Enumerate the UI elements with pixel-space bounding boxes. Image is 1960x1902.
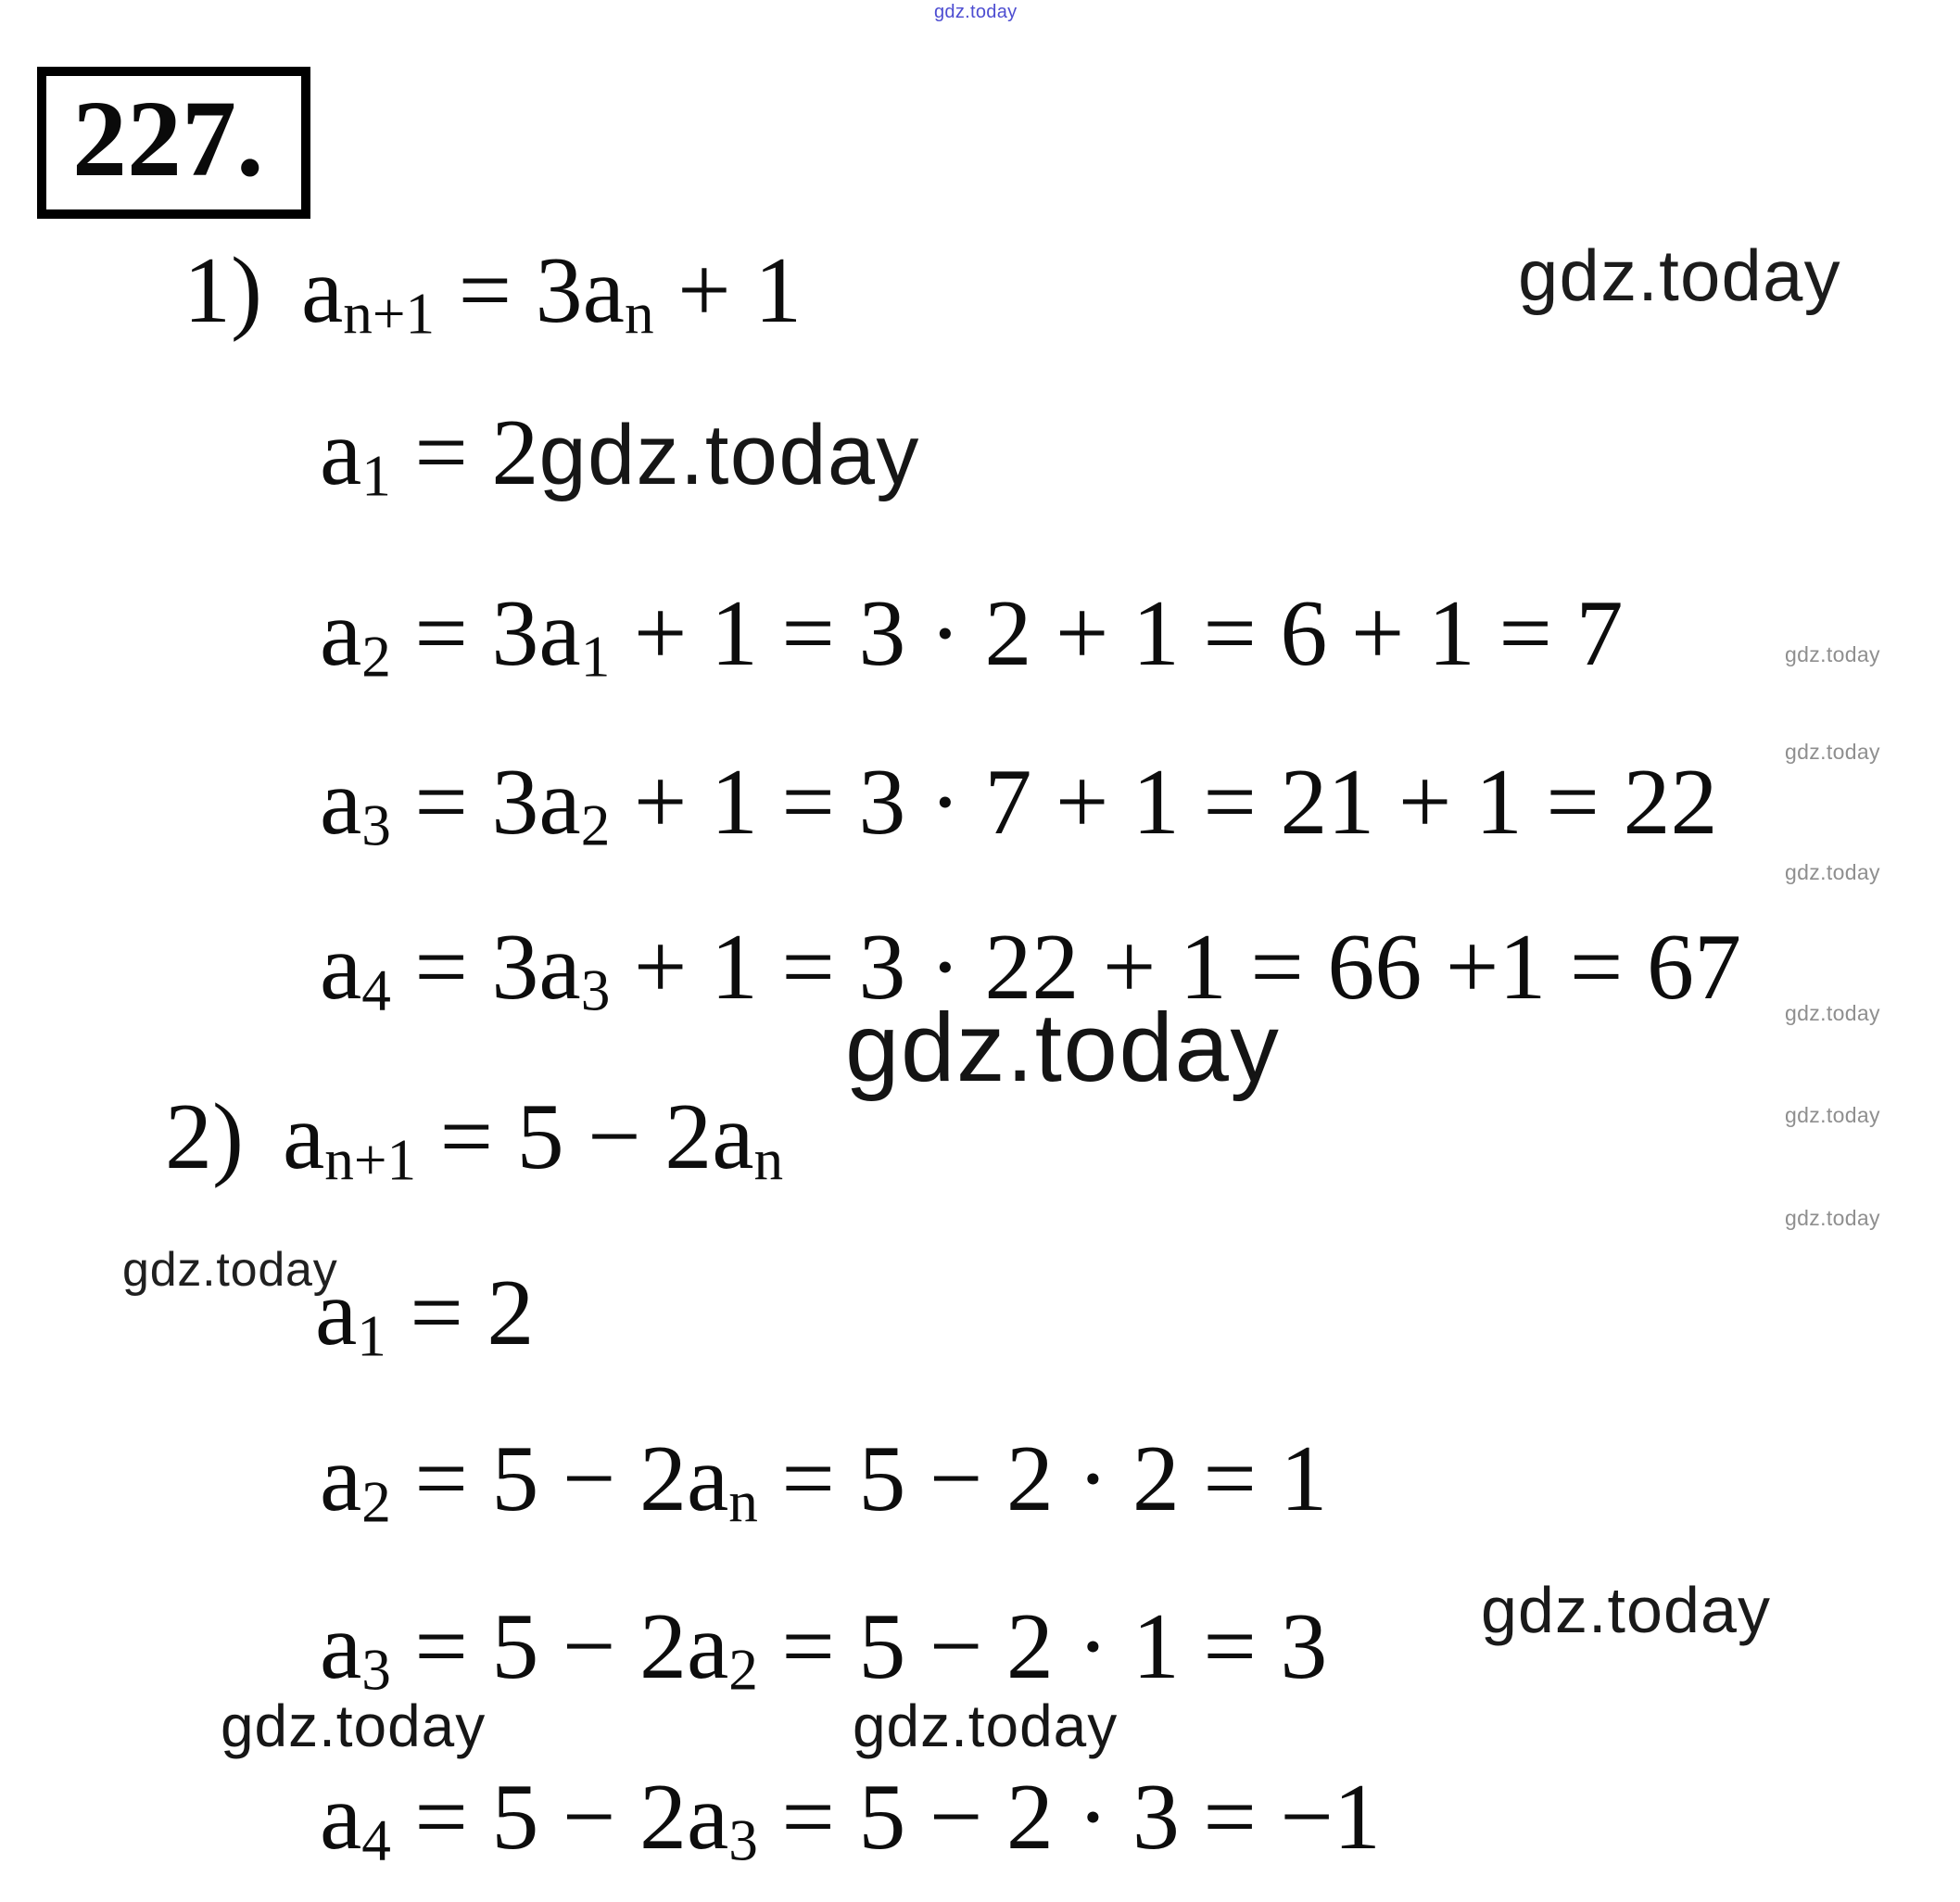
subscript: 4 <box>361 957 391 1023</box>
equation-text: $a_2 = 3a_1 + 1 = 3 \cdot 2 + 1 = 6 + 1 = 7$ <box>320 581 1624 690</box>
subscript: n <box>728 1469 758 1535</box>
equation-text: $a_3 = 3a_2 + 1 = 3 \cdot 7 + 1 = 21 + 1 = 22$ <box>320 750 1718 858</box>
equation-part2-recurrence <box>165 1083 783 1191</box>
watermark-gdz-today: gdz.today <box>1518 235 1841 316</box>
subscript: 2 <box>728 1637 758 1703</box>
watermark-gdz-today: gdz.today <box>538 408 920 502</box>
watermark-gdz-today: gdz.today <box>1785 740 1880 764</box>
watermark-gdz-today: gdz.today <box>1785 642 1880 666</box>
watermark-gdz-today: gdz.today <box>1785 1103 1880 1127</box>
subscript: n+1 <box>343 281 436 347</box>
equation-text: $a_1 = 2$ <box>315 1261 535 1369</box>
watermark-gdz-today: gdz.today <box>1785 1001 1880 1025</box>
subscript: n+1 <box>324 1127 417 1193</box>
watermark-gdz-today: gdz.today <box>1785 860 1880 884</box>
subscript: 3 <box>728 1807 758 1873</box>
watermark-gdz-today: gdz.today <box>221 1693 487 1759</box>
watermark-gdz-today: gdz.today <box>853 1693 1119 1759</box>
part2-label: 2) <box>165 1084 244 1189</box>
equation-text: $a_1$ = 2gdz.today <box>320 400 920 509</box>
subscript: 3 <box>361 792 391 858</box>
equation-part2-a4 <box>320 1763 1381 1871</box>
subscript: 4 <box>361 1807 391 1873</box>
watermark-gdz-today: gdz.today <box>845 994 1281 1102</box>
equation-text: $a_3 = 5 - 2a_2 = 5 - 2 \cdot 1 = 3$ <box>320 1594 1328 1703</box>
equation-part2-a3 <box>320 1592 1327 1701</box>
subscript: 1 <box>580 624 611 690</box>
watermark-gdz-today: gdz.today <box>934 2 1018 22</box>
equation-text: $a_{n+1} = 5 - 2a_n$ <box>282 1084 784 1193</box>
equation-part1-a1 <box>320 399 920 507</box>
subscript: 2 <box>361 1469 391 1535</box>
part1-label: 1) <box>183 238 262 343</box>
subscript: 2 <box>361 624 391 690</box>
equation-part1-recurrence <box>183 236 802 345</box>
watermark-gdz-today: gdz.today <box>122 1243 338 1297</box>
problem-number-box <box>37 67 310 219</box>
equation-text: $a_2 = 5 - 2a_n = 5 - 2 \cdot 2 = 1$ <box>320 1426 1328 1535</box>
equation-part1-a4 <box>320 913 1741 1021</box>
subscript: n <box>624 281 654 347</box>
equation-text: $a_4 = 5 - 2a_3 = 5 - 2 \cdot 3 = -1$ <box>320 1765 1381 1873</box>
subscript: 3 <box>580 957 611 1023</box>
problem-number: 227. <box>72 78 264 199</box>
equation-part1-a3 <box>320 748 1717 856</box>
subscript: n <box>753 1127 784 1193</box>
equation-text: $a_{n+1} = 3a_n + 1$ <box>300 238 803 347</box>
subscript: 1 <box>357 1303 386 1369</box>
watermark-gdz-today: gdz.today <box>1785 1206 1880 1230</box>
watermark-gdz-today: gdz.today <box>1481 1574 1771 1646</box>
equation-part2-a2 <box>320 1425 1327 1533</box>
subscript: 3 <box>361 1637 391 1703</box>
equation-text: $a_4 = 3a_3 + 1 = 3 \cdot 22 + 1 = 66 +1 = 67$ <box>320 915 1741 1023</box>
equation-part2-a1 <box>315 1259 534 1367</box>
equation-part1-a2 <box>320 579 1623 688</box>
subscript: 2 <box>580 792 611 858</box>
subscript: 1 <box>361 443 391 509</box>
